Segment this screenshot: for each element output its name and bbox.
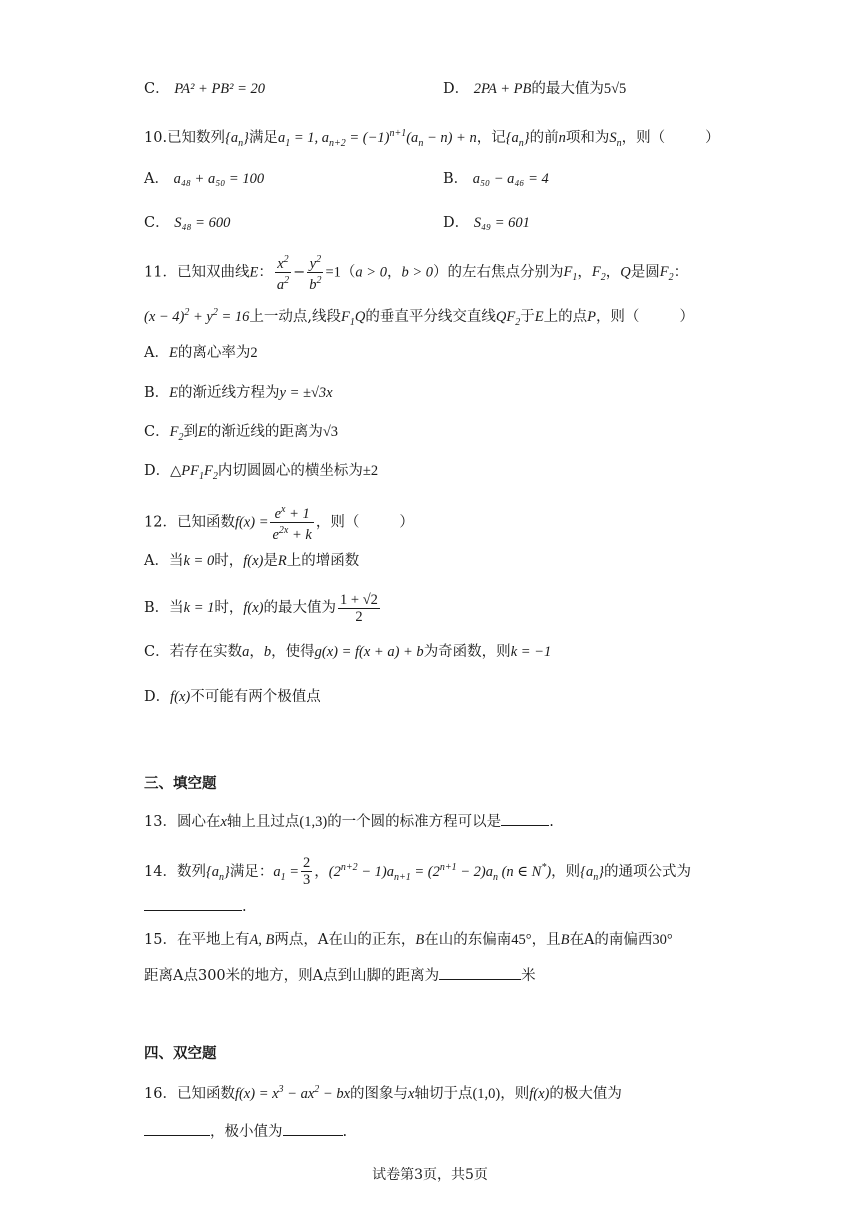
q9-option-c: C． PA² + PB² = 20 xyxy=(144,81,266,97)
q15-stem-line2: 距离A点300米的地方，则A点到山脚的距离为 米 xyxy=(144,965,536,986)
q12-option-c: C．若存在实数a，b，使得g(x) = f(x + a) + b为奇函数，则k = −1 xyxy=(144,644,552,660)
q11-stem-line2: $(x - 4)^2 + y^2 = 16$上一动点,线段$F_1Q$的垂直平分线交直线$QF_2$于E上的点P，则（ ） xyxy=(144,307,694,328)
q15-stem-line1: 15．在平地上有A, B两点，A在山的正东，B在山的东偏南45°，且B在A的南偏西30° xyxy=(144,932,673,948)
q9-option-c-formula: PA² + PB² = 20 xyxy=(174,81,266,97)
q11-fraction-y: $\frac{y^2}{b^2}$ xyxy=(309,254,322,293)
q14-initial-fraction: $\frac{2}{3}$ xyxy=(303,855,311,889)
q11-fraction-x: $\frac{x^2}{a^2}$ xyxy=(276,254,290,293)
section-heading-double-blank: 四、双空题 xyxy=(144,1046,217,1062)
q13-answer-blank[interactable] xyxy=(501,811,549,826)
q14-answer-line: . xyxy=(144,896,247,917)
q14-answer-blank[interactable] xyxy=(144,896,242,911)
q11-option-c: C．$F_2$到E的渐近线的距离为√3 xyxy=(144,424,339,443)
q12-option-a: A．当k = 0时，f(x)是R上的增函数 xyxy=(144,553,360,569)
q10-option-d: D． S₄₉ = 601 xyxy=(443,215,530,231)
q15-answer-blank[interactable] xyxy=(439,965,521,980)
q11-option-a: A．E的离心率为2 xyxy=(144,345,258,361)
q11-option-b: B．E的渐近线方程为y = ±√3x xyxy=(144,385,333,401)
q16-max-answer-blank[interactable] xyxy=(144,1121,210,1136)
q16-stem-line1: 16．已知函数$f(x) = x^3 - ax^2$ − bx的图象与x轴切于点(1,0)，则f(x)的极大值为 xyxy=(144,1084,622,1102)
q10-option-c: C． S₄₈ = 600 xyxy=(144,215,231,231)
q14-stem: 14．数列$\{a_n\}$满足：$a_1$ = $\frac{2}{3}$ ，$(2^{n+2} - 1)a_{n+1} = (2^{n+1} - 2)a_n$ (n ∈ N*)，则$\{a_n\}$的通项公式为 xyxy=(144,855,692,889)
q11-stem-line1: 11．已知双曲线E： $\frac{x^2}{a^2}$ − $\frac{y^2}{b^2}$ =1（a > 0，b > 0）的左右焦点分别为$F_1$，$F_2$，Q是圆$F_2$： xyxy=(144,254,689,293)
q10-option-b: B． a₅₀ − a₄₆ = 4 xyxy=(443,171,549,187)
q12-function-fraction: $\frac{e^x + 1}{e^{2x} + k}$ xyxy=(272,504,312,543)
q12-option-b: B．当k = 1时，f(x)的最大值为 $\frac{1 + √2}{2}$ xyxy=(144,591,378,625)
q11-option-d: D．$\triangle PF_1F_2$内切圆圆心的横坐标为±2 xyxy=(144,463,379,482)
q12-option-d: D．f(x)不可能有两个极值点 xyxy=(144,689,321,705)
q16-min-answer-blank[interactable] xyxy=(283,1121,343,1136)
q9-option-d: D． 2PA + PB的最大值为5√5 xyxy=(443,81,627,97)
q10-option-a: A． a₄₈ + a₅₀ = 100 xyxy=(144,171,265,187)
q13-stem: 13．圆心在x轴上且过点(1,3)的一个圆的标准方程可以是 . xyxy=(144,811,554,832)
page-footer: 试卷第3页，共5页 xyxy=(372,1167,488,1183)
q10-stem: 10.已知数列$\{a_n\}$满足$a_1 = 1$, $a_{n+2} = (-1)^{n+1}(a_n - n) + n$，记$\{a_n\}$的前n项和为$S_n$，则（ ） xyxy=(144,128,720,149)
q12-max-value-fraction: $\frac{1 + √2}{2}$ xyxy=(340,591,378,625)
q12-stem: 12．已知函数f(x) = $\frac{e^x + 1}{e^{2x} + k}$ ，则（ ） xyxy=(144,504,414,543)
q16-stem-line2: ，极小值为 . xyxy=(144,1121,347,1142)
section-heading-fill-blank: 三、填空题 xyxy=(144,776,217,792)
